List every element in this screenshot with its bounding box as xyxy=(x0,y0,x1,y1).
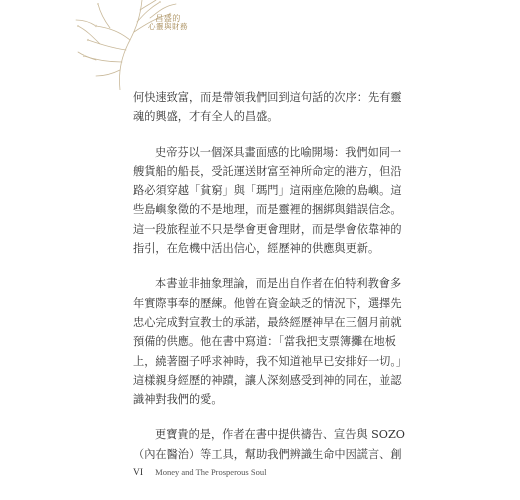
paragraph-1 xyxy=(133,88,402,127)
text-line: 魂的興盛，才有全人的昌盛。 xyxy=(133,110,279,124)
running-title: Money and The Prosperous Soul xyxy=(155,467,267,477)
text-line: 預備的供應。他在書中寫道：「當我把支票簿攤在地板 xyxy=(133,335,396,349)
page-footer xyxy=(133,467,266,478)
text-line: 史帝芬以一個深具畫面感的比喻開場：我們如同一 xyxy=(155,145,402,159)
body-text xyxy=(133,88,408,480)
text-line: 這一段旅程並不只是學會更會理財，而是學會依靠神的 xyxy=(133,222,402,236)
paragraph-3 xyxy=(133,274,408,409)
text-line: 些島嶼象徵的不是地理，而是靈裡的捆綁與錯誤信念。 xyxy=(133,203,402,217)
text-line: 上，繞著圈子呼求神時，我不知道祂早已安排好一切。」 xyxy=(133,354,408,368)
text-line: 忠心完成對宣教士的承諾，最終經歷神早在三個月前就 xyxy=(133,315,402,329)
text-line: 艘貨船的船長，受託運送財富至神所命定的港方，但沿 xyxy=(133,164,402,178)
paragraph-2 xyxy=(133,143,402,259)
book-logo xyxy=(138,14,198,44)
text-line: 指引，在危機中活出信心，經歷神的供應與更新。 xyxy=(133,242,380,256)
text-line: 更寶貴的是，作者在書中提供禱告、宣告與 SOZO xyxy=(155,428,405,442)
paragraph-4 xyxy=(133,425,405,464)
logo-line-1: 昌盛的 xyxy=(155,14,181,23)
text-line: （內在醫治）等工具，幫助我們辨識生命中因謊言、創 xyxy=(133,447,402,461)
text-line: 本書並非抽象理論，而是出自作者在伯特利教會多 xyxy=(155,277,402,291)
text-line: 路必須穿越「貧窮」與「瑪門」這兩座危險的島嶼。這 xyxy=(133,184,402,198)
text-line: 何快速致富，而是帶領我們回到這句話的次序：先有靈 xyxy=(133,91,402,104)
page-number: VI xyxy=(133,468,144,478)
text-line: 這樣親身經歷的神蹟，讓人深刻感受到神的同在，並認 xyxy=(133,373,402,387)
logo-line-2: 心靈與財務 xyxy=(148,22,188,32)
text-line: 識神對我們的愛。 xyxy=(133,393,223,407)
text-line: 年實際事奉的歷練。他曾在資金缺乏的情況下，選擇先 xyxy=(133,296,402,310)
